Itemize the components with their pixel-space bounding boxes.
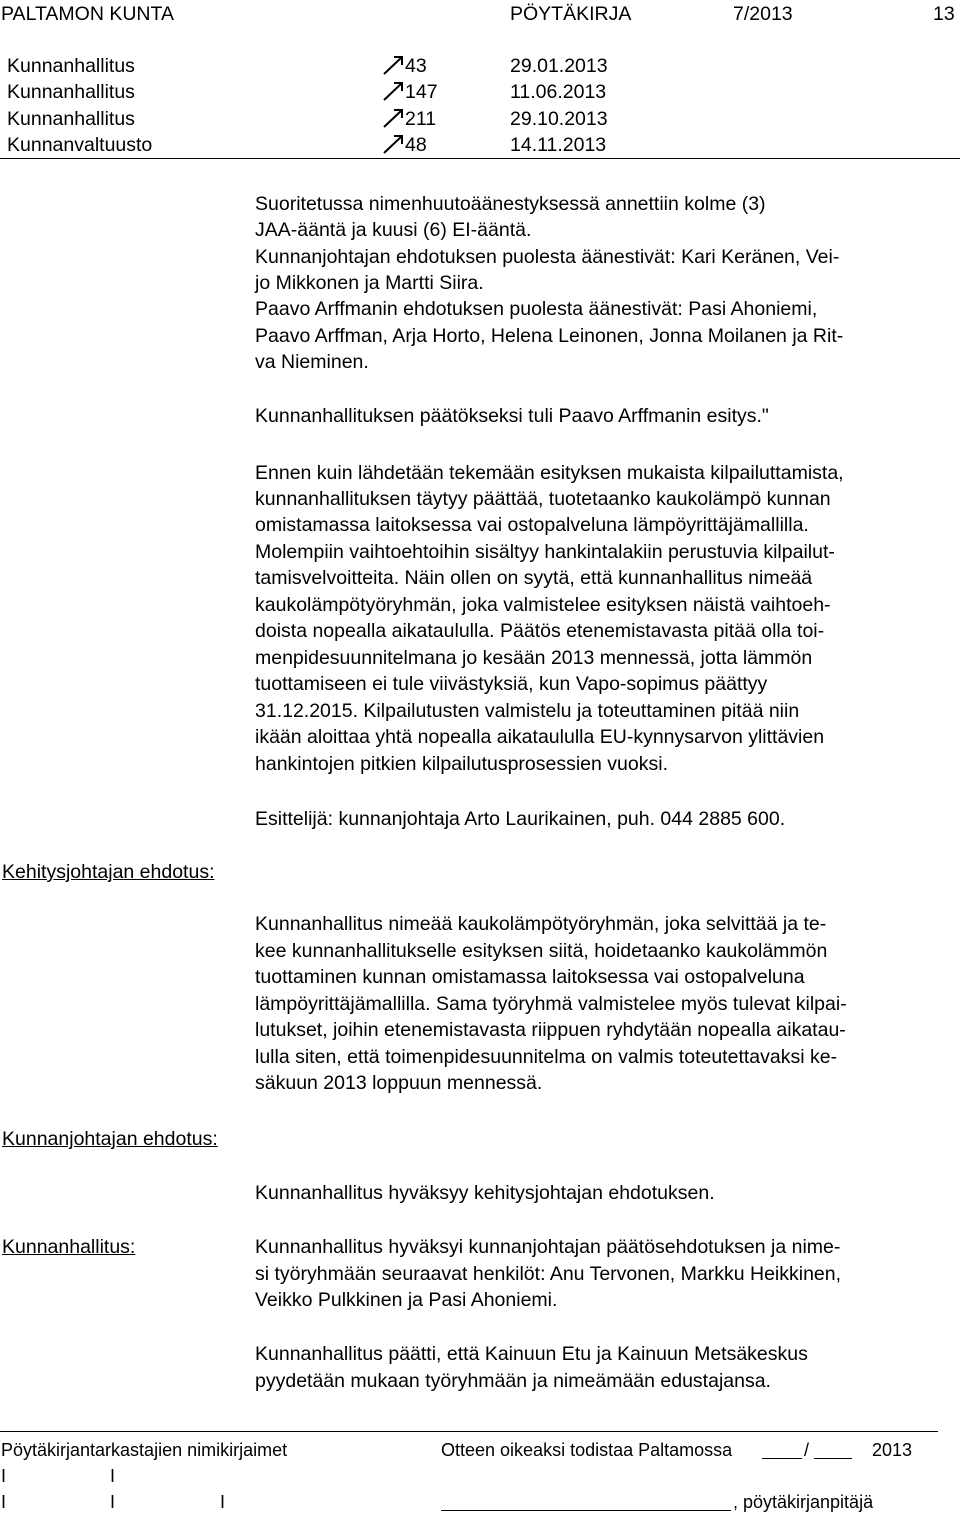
- initials-label: Pöytäkirjantarkastajien nimikirjaimet: [1, 1440, 288, 1460]
- secretary-label: , pöytäkirjanpitäjä: [733, 1492, 874, 1512]
- issue-number: 7/2013: [733, 3, 793, 25]
- initials-separator: I: [1, 1466, 7, 1486]
- text-line: Kunnanhallitus nimeää kaukolämpötyöryhmän, joka selvittää ja te-: [255, 913, 827, 935]
- initials-separator: I: [110, 1492, 116, 1512]
- month-blank: [814, 1444, 852, 1459]
- text-line: kaukolämpötyöryhmän, joka valmistelee esityksen näistä vaihtoeh-: [255, 594, 831, 616]
- history-date: 11.06.2013: [510, 81, 607, 103]
- history-body: Kunnanvaltuusto: [7, 134, 153, 156]
- text-line: jo Mikkonen ja Martti Siira.: [255, 272, 484, 294]
- board-label: Kunnanhallitus:: [2, 1236, 136, 1258]
- history-body: Kunnanhallitus: [7, 81, 135, 103]
- initials-separator: I: [1, 1492, 7, 1512]
- text-line: Kunnanhallitus päätti, että Kainuun Etu ja Kainuun Metsäkeskus: [255, 1343, 808, 1365]
- text-line: Kunnanhallitus hyväksyi kunnanjohtajan päätösehdotuksen ja nime-: [255, 1236, 841, 1258]
- text-line: JAA-ääntä ja kuusi (6) EI-ääntä.: [255, 219, 532, 241]
- initials-separator: I: [110, 1466, 116, 1486]
- text-line: tamisvelvoitteita. Näin ollen on syytä, että kunnanhallitus nimeää: [255, 567, 813, 589]
- date-slash: /: [804, 1440, 810, 1460]
- text-line: ikään aloittaa yhtä nopealla aikataululla EU-kynnysarvon ylittävien: [255, 726, 825, 748]
- text-line: kunnanhallituksen täytyy päättää, tuotetaanko kaukolämpö kunnan: [255, 488, 831, 510]
- text-line: si työryhmään seuraavat henkilöt: Anu Tervonen, Markku Heikkinen,: [255, 1263, 842, 1285]
- decision-quote: Kunnanhallituksen päätökseksi tuli Paavo Arffmanin esitys.": [255, 405, 769, 427]
- text-line: Paavo Arffmanin ehdotuksen puolesta äänestivät: Pasi Ahoniemi,: [255, 298, 818, 320]
- history-number: 48: [405, 134, 427, 156]
- manager-proposal: Kunnanhallitus hyväksyy kehitysjohtajan ehdotuksen.: [255, 1182, 715, 1204]
- initials-separator: I: [220, 1492, 226, 1512]
- history-body: Kunnanhallitus: [7, 55, 135, 77]
- certified-label: Otteen oikeaksi todistaa Paltamossa: [441, 1440, 733, 1460]
- history-date: 29.01.2013: [510, 55, 608, 77]
- text-line: Suoritetussa nimenhuutoäänestyksessä annettiin kolme (3): [255, 193, 766, 215]
- text-line: säkuun 2013 loppuun mennessä.: [255, 1072, 543, 1094]
- header-divider: [0, 158, 960, 159]
- text-line: Molempiin vaihtoehtoihin sisältyy hankintalakiin perustuvia kilpailut-: [255, 541, 835, 563]
- manager-label: Kunnanjohtajan ehdotus:: [2, 1128, 218, 1150]
- history-number: 43: [405, 55, 427, 77]
- history-date: 29.10.2013: [510, 108, 608, 130]
- footer-year: 2013: [872, 1440, 913, 1460]
- text-line: lulla siten, että toimenpidesuunnitelma on valmis toteutettavaksi ke-: [255, 1046, 838, 1068]
- text-line: tuottaminen kunnan omistamassa laitoksessa vai ostopalveluna: [255, 966, 805, 988]
- org-name: PALTAMON KUNTA: [1, 3, 174, 25]
- text-line: Ennen kuin lähdetään tekemään esityksen mukaista kilpailuttamista,: [255, 462, 844, 484]
- text-line: va Nieminen.: [255, 351, 369, 373]
- history-number: 211: [405, 108, 437, 130]
- history-date: 14.11.2013: [510, 134, 607, 156]
- text-line: Veikko Pulkkinen ja Pasi Ahoniemi.: [255, 1289, 558, 1311]
- footer-divider: [0, 1431, 938, 1432]
- text-line: menpidesuunnitelmana jo kesään 2013 mennessä, jotta lämmön: [255, 647, 813, 669]
- document-type: PÖYTÄKIRJA: [510, 3, 632, 25]
- presenter-line: Esittelijä: kunnanjohtaja Arto Laurikainen, puh. 044 2885 600.: [255, 808, 786, 830]
- text-line: kee kunnanhallitukselle esityksen siitä, hoidetaanko kaukolämmön: [255, 940, 828, 962]
- text-line: Paavo Arffman, Arja Horto, Helena Leinonen, Jonna Moilanen ja Rit-: [255, 325, 844, 347]
- text-line: omistamassa laitoksessa vai ostopalveluna lämpöyrittäjämallilla.: [255, 514, 809, 536]
- text-line: tuottamiseen ei tule viivästyksiä, kun Vapo-sopimus päättyy: [255, 673, 768, 695]
- page-number: 13: [933, 3, 955, 25]
- text-line: Kunnanjohtajan ehdotuksen puolesta äänestivät: Kari Keränen, Vei-: [255, 246, 840, 268]
- text-line: hankintojen pitkien kilpailutusprosessien vuoksi.: [255, 753, 668, 775]
- history-body: Kunnanhallitus: [7, 108, 135, 130]
- secretary-signature-blank: [441, 1496, 731, 1511]
- text-line: 31.12.2015. Kilpailutusten valmistelu ja toteuttaminen pitää niin: [255, 700, 800, 722]
- day-blank: [762, 1444, 802, 1459]
- text-line: lämpöyrittäjämallilla. Sama työryhmä valmistelee myös tulevat kilpai-: [255, 993, 847, 1015]
- text-line: doista nopealla aikataululla. Päätös etenemistavasta pitää olla toi-: [255, 620, 825, 642]
- dev-director-label: Kehitysjohtajan ehdotus:: [2, 861, 215, 883]
- history-number: 147: [405, 81, 438, 103]
- text-line: pyydetään mukaan työryhmään ja nimeämään edustajansa.: [255, 1370, 771, 1392]
- text-line: lutukset, joihin etenemistavasta riippuen ryhdytään nopealla aikatau-: [255, 1019, 846, 1041]
